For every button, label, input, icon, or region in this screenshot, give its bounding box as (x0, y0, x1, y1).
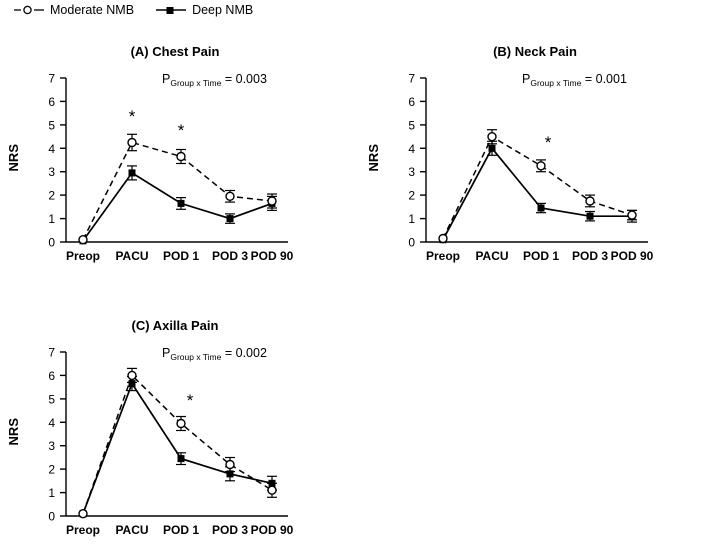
svg-text:6: 6 (48, 368, 55, 383)
significance-star-pacu: * (128, 107, 136, 126)
panel-chest-pain (6, 44, 340, 284)
svg-text:Preop: Preop (425, 249, 461, 263)
svg-text:POD 3: POD 3 (571, 249, 609, 263)
pvalue-main-a: P (162, 72, 171, 86)
y-axis-label-c: NRS (6, 418, 21, 446)
significance-star-pod1: * (544, 133, 552, 152)
significance-star-pod1: * (186, 391, 194, 410)
panel-axilla-pain (6, 318, 340, 558)
svg-text:2: 2 (48, 188, 55, 203)
pvalue-annotation-a (162, 72, 267, 86)
svg-text:POD 90: POD 90 (250, 249, 294, 263)
svg-text:5: 5 (48, 118, 55, 133)
svg-text:0: 0 (408, 235, 415, 250)
pvalue-sub-a: Group x Time (170, 77, 222, 88)
pvalue-main-c: P (162, 346, 171, 360)
svg-text:4: 4 (48, 415, 55, 430)
svg-text:0: 0 (48, 509, 55, 524)
legend-item-moderate (14, 4, 134, 17)
panel-neck-pain (366, 44, 700, 284)
svg-text:3: 3 (48, 439, 55, 454)
svg-text:1: 1 (408, 212, 415, 227)
svg-text:6: 6 (48, 94, 55, 109)
panel-title-a: (A) Chest Pain (130, 44, 220, 59)
svg-text:PACU: PACU (115, 523, 149, 537)
svg-text:POD 90: POD 90 (250, 523, 294, 537)
y-axis-label-b: NRS (366, 144, 381, 172)
open-circle-dashed-icon (14, 4, 44, 16)
svg-text:1: 1 (48, 486, 55, 501)
svg-text:POD 3: POD 3 (211, 249, 249, 263)
svg-text:6: 6 (408, 94, 415, 109)
svg-text:4: 4 (408, 141, 415, 156)
svg-text:POD 1: POD 1 (522, 249, 560, 263)
pvalue-value-b: = 0.001 (581, 72, 627, 86)
svg-text:5: 5 (48, 392, 55, 407)
svg-text:5: 5 (408, 118, 415, 133)
svg-text:7: 7 (48, 71, 55, 86)
significance-star-pod1: * (177, 121, 185, 140)
svg-text:PACU: PACU (475, 249, 509, 263)
legend (14, 4, 253, 17)
svg-text:POD 1: POD 1 (162, 523, 200, 537)
pvalue-value-c: = 0.002 (221, 346, 267, 360)
svg-text:POD 1: POD 1 (162, 249, 200, 263)
svg-text:0: 0 (48, 235, 55, 250)
y-axis-label-a: NRS (6, 144, 21, 172)
pvalue-sub-c: Group x Time (170, 351, 222, 362)
pvalue-annotation-c (162, 346, 267, 360)
svg-text:Preop: Preop (65, 523, 101, 537)
svg-text:2: 2 (48, 462, 55, 477)
svg-text:7: 7 (408, 71, 415, 86)
pvalue-sub-b: Group x Time (530, 77, 582, 88)
legend-item-deep (156, 4, 253, 17)
svg-text:1: 1 (48, 212, 55, 227)
svg-text:Preop: Preop (65, 249, 101, 263)
legend-label-moderate: Moderate NMB (50, 3, 135, 17)
svg-text:POD 90: POD 90 (610, 249, 654, 263)
legend-label-deep: Deep NMB (192, 3, 254, 17)
panel-title-c: (C) Axilla Pain (131, 318, 219, 333)
svg-text:4: 4 (48, 141, 55, 156)
svg-text:3: 3 (48, 165, 55, 180)
svg-text:2: 2 (408, 188, 415, 203)
filled-square-solid-icon (156, 4, 186, 16)
panel-title-b: (B) Neck Pain (493, 44, 577, 59)
pvalue-annotation-b (522, 72, 627, 86)
pvalue-value-a: = 0.003 (221, 72, 267, 86)
svg-text:3: 3 (408, 165, 415, 180)
pvalue-main-b: P (522, 72, 531, 86)
svg-text:PACU: PACU (115, 249, 149, 263)
svg-text:7: 7 (48, 345, 55, 360)
svg-text:POD 3: POD 3 (211, 523, 249, 537)
